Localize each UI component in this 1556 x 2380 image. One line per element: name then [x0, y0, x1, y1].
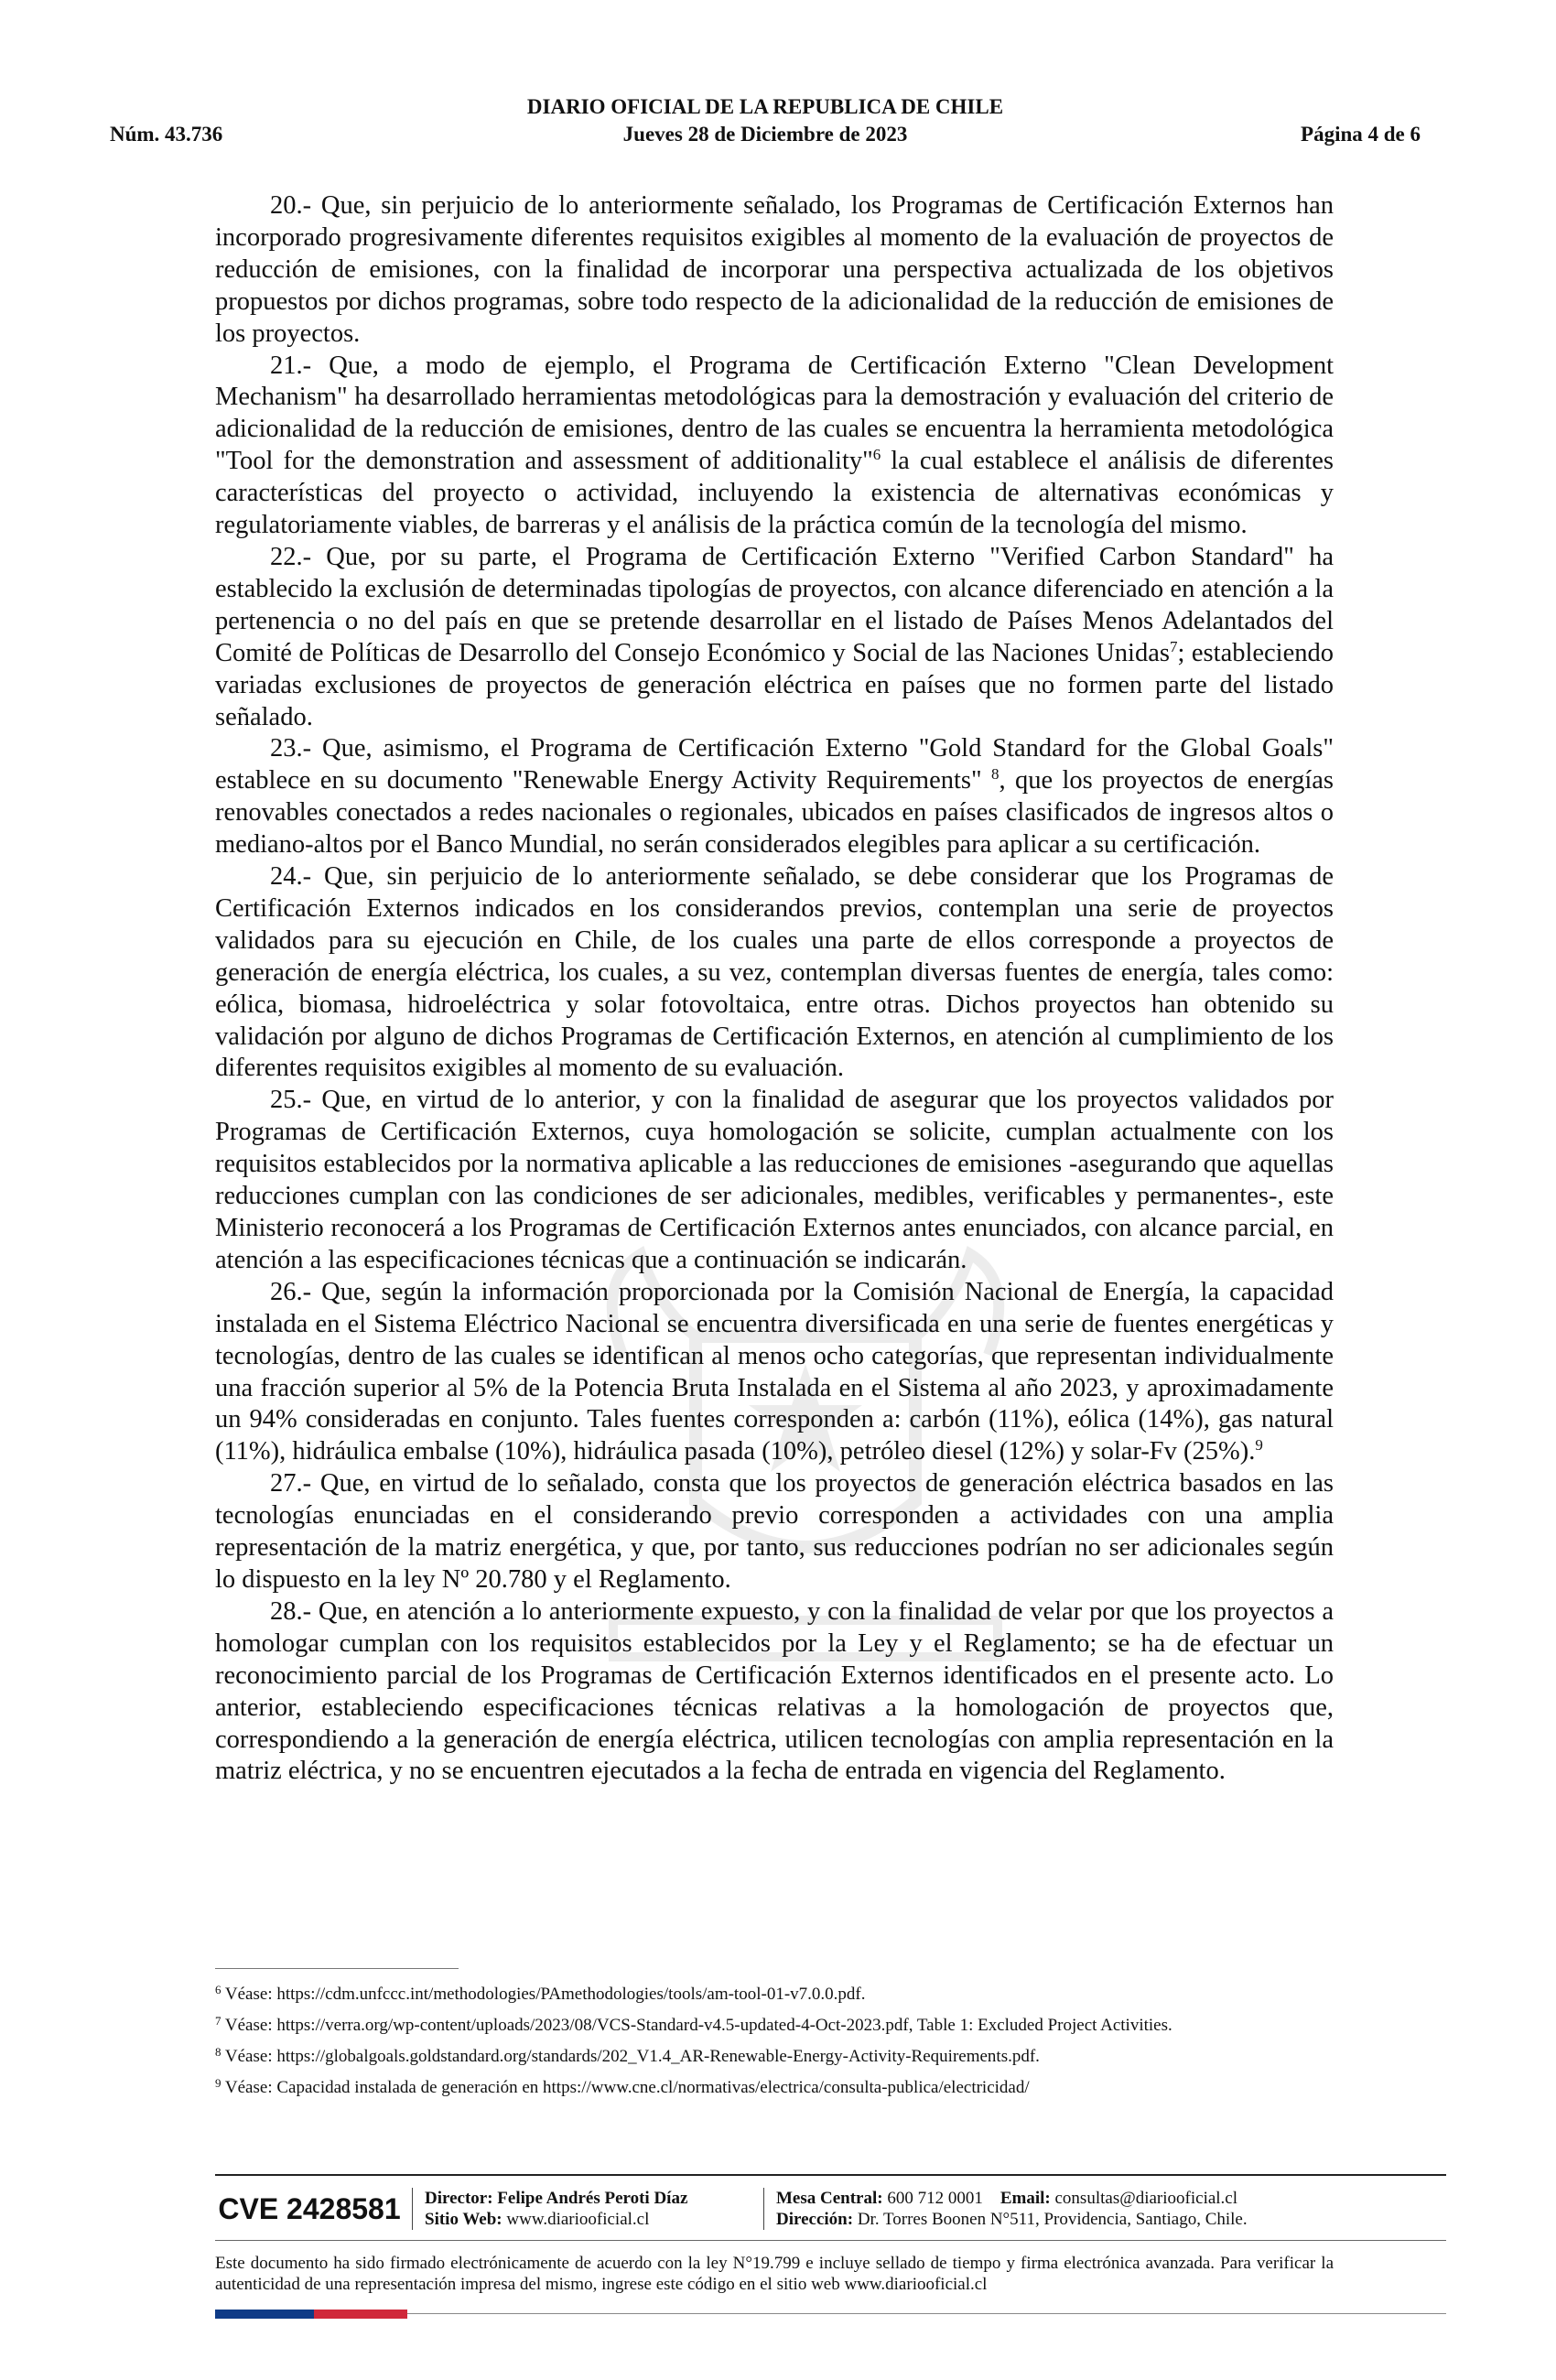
email-link[interactable]: consultas@diariooficial.cl	[1050, 2189, 1238, 2208]
paragraph-28: 28.- Que, en atención a lo anteriormente expuesto, y con la finalidad de velar por que los proyectos a homologar cumplan con los requisitos establecidos por la Ley y el Reglamento; se ha de efectuar un reconocimiento parcial de los Programas de Certificación Externos identificados en el presente acto. Lo anterior, estableciendo especificaciones técnicas relativas a la homologación de proyectos que, correspondiendo a la generación de energía eléctrica, utilicen tecnologías con amplia representación en la matriz eléctrica, y no se encuentren ejecutados a la fecha de entrada en vigencia del Reglamento.	[215, 1596, 1334, 1786]
footer-mid-rule	[215, 2240, 1446, 2241]
footnote-ref-9[interactable]: 9	[1255, 1436, 1263, 1455]
website-link[interactable]: www.diariooficial.cl	[502, 2210, 650, 2229]
footnote-9: $^9$ Véase: Capacidad instalada de generación en https://www.cne.cl/normativas/electrica/consulta-publica/electricidad/	[215, 2076, 1030, 2097]
footer-separator	[412, 2188, 413, 2230]
footnote-ref-6[interactable]: 6	[872, 446, 881, 464]
footer-bottom-rule	[407, 2313, 1446, 2314]
paragraph-20: 20.- Que, sin perjuicio de lo anteriormente señalado, los Programas de Certificación Externos han incorporado progresivamente diferentes requisitos exigibles al momento de la evaluación de proyectos de reducción de emisiones, con la finalidad de incorporar una perspectiva actualizada de los objetivos propuestos por dichos programas, sobre todo respecto de la adicionalidad de la reducción de emisiones de los proyectos.	[215, 191, 1334, 348]
footnote-6: $^6$ Véase: https://cdm.unfccc.int/methodologies/PAmethodologies/tools/am-tool-01-v7.0.0.pdf.	[215, 1983, 866, 2004]
signature-disclaimer: Este documento ha sido firmado electrónicamente de acuerdo con la ley N°19.799 e incluye sellado de tiempo y firma electrónica avanzada. Para verificar la autenticidad de una representación impresa del mismo, ingrese este código en el sitio web www.diariooficial.cl	[215, 2254, 1334, 2294]
paragraph-22: 22.- Que, por su parte, el Programa de Certificación Externo "Verified Carbon Standard" ha establecido la exclusión de determinadas tipologías de proyectos, con alcance diferenciado en atención a la pertenencia o no del país en que se pretende desarrollar en el listado de Países Menos Adelantados del Comité de Políticas de Desarrollo del Consejo Económico y Social de las Naciones Unidas$^7$; estableciendo variadas exclusiones de proyectos de generación eléctrica en países que no formen parte del listado señalado.	[215, 542, 1334, 731]
footnote-7: $^7$ Véase: https://verra.org/wp-content/uploads/2023/08/VCS-Standard-v4.5-updated-4-Oct-2023.pdf, Table 1: Excluded Project Activities.	[215, 2014, 1172, 2035]
footnotes	[215, 1985, 1334, 2109]
paragraph-25: 25.- Que, en virtud de lo anterior, y con la finalidad de asegurar que los proyectos validados por Programas de Certificación Externos, cuya homologación se solicite, cumplan actualmente con los requisitos establecidos por la normativa aplicable a las reducciones de emisiones -asegurando que aquellas reducciones cumplan con las condiciones de ser adicionales, medibles, verificables y permanentes-, este Ministerio reconocerá a los Programas de Certificación Externos antes enunciados, con alcance parcial, en atención a las especificaciones técnicas que a continuación se indicarán.	[215, 1086, 1334, 1274]
phone-number: 600 712 0001	[882, 2189, 983, 2208]
page-header	[110, 95, 1421, 150]
page-indicator: Página 4 de 6	[1301, 123, 1421, 146]
chile-flag-stripe	[215, 2310, 407, 2319]
director-name: Felipe Andrés Peroti Díaz	[492, 2189, 688, 2208]
address: Dr. Torres Boonen N°511, Providencia, Santiago, Chile.	[853, 2210, 1248, 2229]
issue-date: Jueves 28 de Diciembre de 2023	[622, 123, 908, 146]
paragraph-24: 24.- Que, sin perjuicio de lo anteriormente señalado, se debe considerar que los Programas de Certificación Externos indicados en los considerandos previos, contemplan una serie de proyectos validados para su ejecución en Chile, de los cuales una parte de ellos corresponde a proyectos de generación de energía eléctrica, los cuales, a su vez, contemplan diversas fuentes de energía, tales como: eólica, biomasa, hidroeléctrica y solar fotovoltaica, entre otras. Dichos proyectos han obtenido su validación por alguno de dichos Programas de Certificación Externos, en atención al cumplimiento de los diferentes requisitos exigibles al momento de su evaluación.	[215, 862, 1334, 1083]
footer-contact-block: Mesa Central: 600 712 0001 Email: consultas@diariooficial.cl Dirección: Dr. Torres Boonen N°511, Providencia, Santiago, Chile.	[776, 2189, 1248, 2229]
footnote-ref-7[interactable]: 7	[1169, 637, 1178, 655]
footer-top-rule	[215, 2174, 1446, 2176]
footer-separator	[763, 2188, 764, 2230]
cve-code: CVE 2428581	[218, 2192, 401, 2225]
footnote-8: $^8$ Véase: https://globalgoals.goldstandard.org/standards/202_V1.4_AR-Renewable-Energy-Activity-Requirements.pdf.	[215, 2045, 1040, 2066]
footer-director-block: Director: Felipe Andrés Peroti Díaz Sitio Web: www.diariooficial.cl	[425, 2189, 688, 2229]
flag-red-band	[314, 2310, 407, 2319]
footnote-ref-8[interactable]: 8	[991, 765, 1000, 784]
document-body	[215, 190, 1334, 1788]
issue-number: Núm. 43.736	[110, 123, 223, 146]
paragraph-27: 27.- Que, en virtud de lo señalado, consta que los proyectos de generación eléctrica basados en las tecnologías enunciadas en el considerando previo corresponden a actividades con una amplia representación de la matriz energética, y que, por tanto, sus reducciones podrían no ser adicionales según lo dispuesto en la ley Nº 20.780 y el Reglamento.	[215, 1469, 1334, 1594]
flag-blue-band	[215, 2310, 314, 2319]
paragraph-26: 26.- Que, según la información proporcionada por la Comisión Nacional de Energía, la capacidad instalada en el Sistema Eléctrico Nacional se encuentra diversificada en una serie de fuentes energéticas y tecnologías, dentro de las cuales se identifican al menos ocho categorías, que representan individualmente una fracción superior al 5% de la Potencia Bruta Instalada en el Sistema al año 2023, y aproximadamente un 94% consideradas en conjunto. Tales fuentes corresponden a: carbón (11%), eólica (14%), gas natural (11%), hidráulica embalse (10%), hidráulica pasada (10%), petróleo diesel (12%) y solar-Fv (25%).$^9$	[215, 1277, 1334, 1466]
paragraph-23: 23.- Que, asimismo, el Programa de Certificación Externo "Gold Standard for the Global Goals" establece en su documento "Renewable Energy Activity Requirements" $^8$, que los proyectos de energías renovables conectados a redes nacionales o regionales, ubicados en países clasificados de ingresos altos o mediano-altos por el Banco Mundial, no serán considerados elegibles para aplicar a su certificación.	[215, 734, 1334, 860]
paragraph-21: 21.- Que, a modo de ejemplo, el Programa de Certificación Externo "Clean Development Mechanism" ha desarrollado herramientas metodológicas para la demostración y evaluación del criterio de adicionalidad de la reducción de emisiones, dentro de las cuales se encuentra la herramienta metodológica "Tool for the demonstration and assessment of additionality"$^6$ la cual establece el análisis de diferentes características del proyecto o actividad, incluyendo la existencia de alternativas económicas y regulatoriamente viables, de barreras y el análisis de la práctica común de la tecnología del mismo.	[215, 351, 1334, 540]
footnote-divider	[215, 1968, 459, 1969]
newspaper-title: DIARIO OFICIAL DE LA REPUBLICA DE CHILE	[526, 95, 1004, 118]
